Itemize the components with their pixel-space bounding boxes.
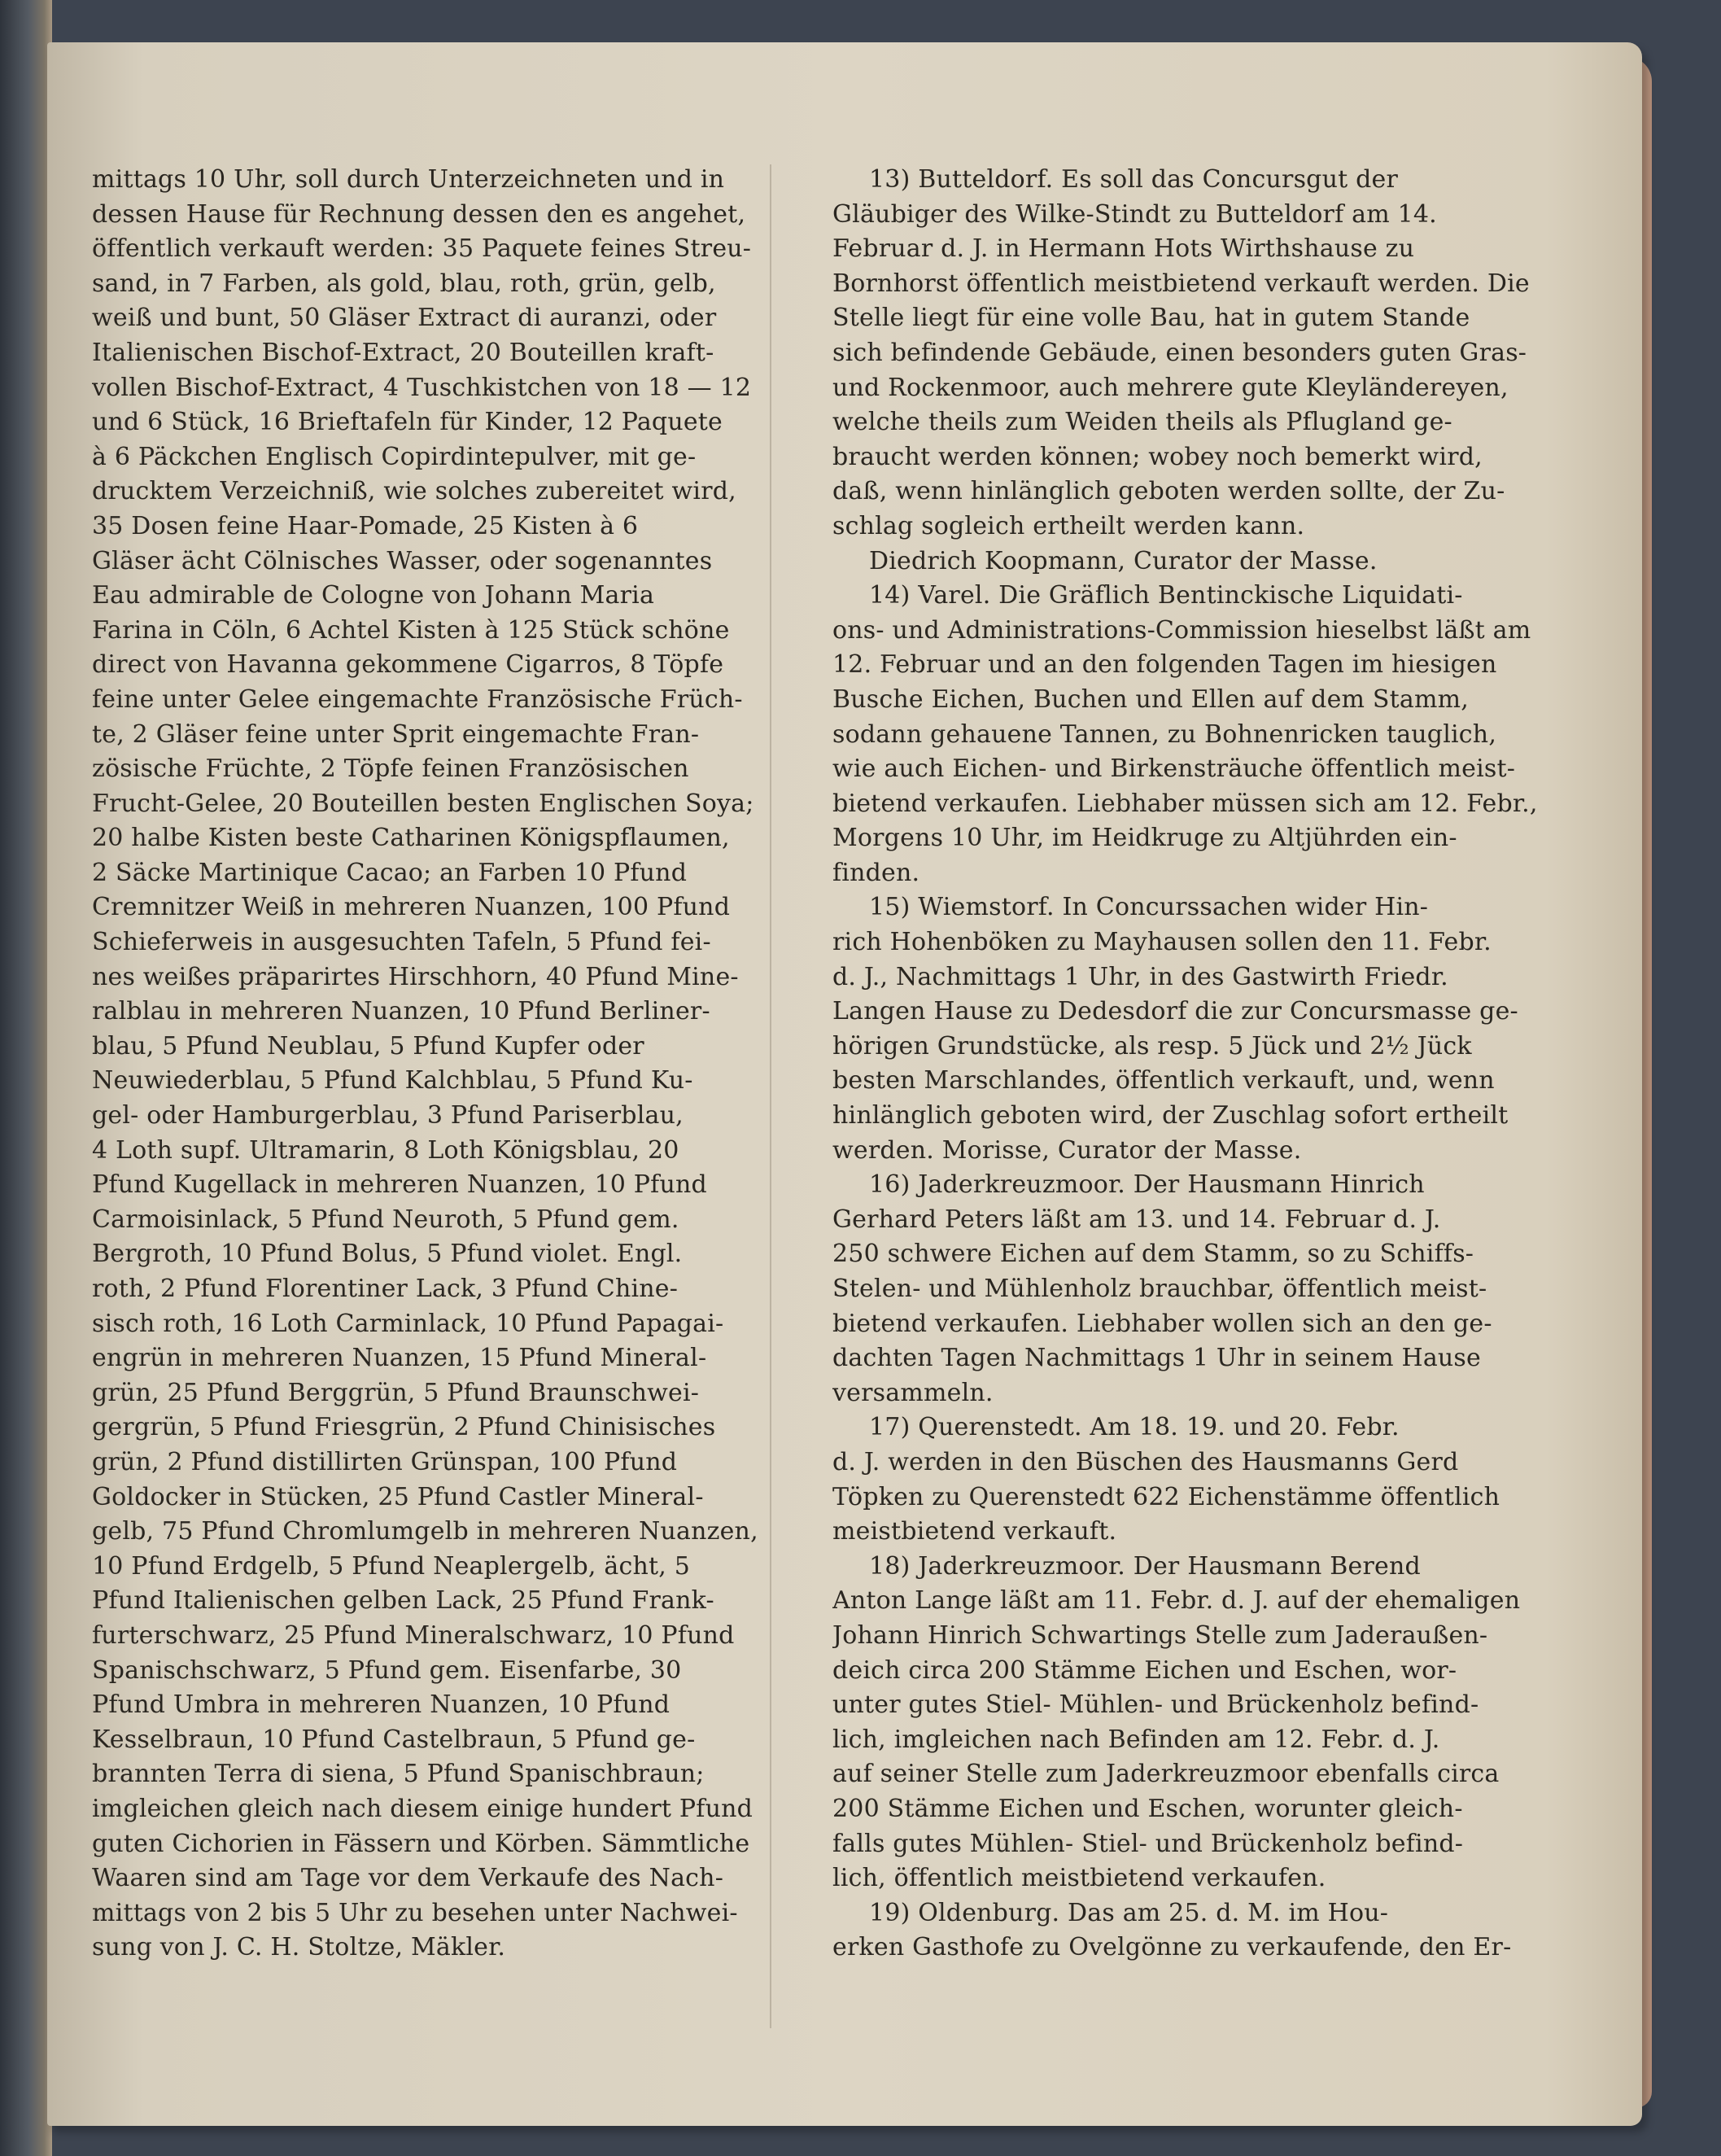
text-line: gergrün, 5 Pfund Friesgrün, 2 Pfund Chinisisches: [92, 1413, 716, 1442]
text-line: Gläser ächt Cölnisches Wasser, oder sogenanntes: [92, 546, 713, 575]
text-line: Gerhard Peters läßt am 13. und 14. Februar d. J.: [832, 1205, 1441, 1234]
text-line: lich, öffentlich meistbietend verkaufen.: [832, 1864, 1326, 1893]
text-line: hörigen Grundstücke, als resp. 5 Jück und 2½ Jück: [832, 1031, 1472, 1061]
text-line: versammeln.: [832, 1378, 994, 1407]
text-line: brannten Terra di siena, 5 Pfund Spanischbraun;: [92, 1760, 705, 1789]
text-line: grün, 2 Pfund distillirten Grünspan, 100 Pfund: [92, 1447, 678, 1476]
text-line: 250 schwere Eichen auf dem Stamm, so zu Schiffs-: [832, 1240, 1474, 1269]
text-line: falls gutes Mühlen- Stiel- und Brückenholz befind-: [832, 1829, 1464, 1858]
text-line: roth, 2 Pfund Florentiner Lack, 3 Pfund Chine-: [92, 1275, 679, 1303]
right-column: [832, 163, 1548, 1966]
text-line: bietend verkaufen. Liebhaber wollen sich an den ge-: [832, 1309, 1492, 1338]
text-line: 10 Pfund Erdgelb, 5 Pfund Neaplergelb, ächt, 5: [92, 1551, 690, 1581]
text-line: zösische Früchte, 2 Töpfe feinen Französischen: [92, 754, 689, 784]
text-line: vollen Bischof-Extract, 4 Tuschkistchen von 18 — 12: [92, 373, 752, 402]
text-line: lich, imgleichen nach Befinden am 12. Febr. d. J.: [832, 1725, 1440, 1754]
text-line: Eau admirable de Cologne von Johann Maria: [92, 581, 655, 610]
text-line: 20 halbe Kisten beste Catharinen Königspflaumen,: [92, 824, 730, 853]
text-line: Stelle liegt für eine volle Bau, hat in gutem Stande: [832, 304, 1470, 333]
text-line: Schieferweis in ausgesuchten Tafeln, 5 Pfund fei-: [92, 928, 711, 957]
text-line: mittags 10 Uhr, soll durch Unterzeichneten und in: [92, 165, 725, 194]
text-line: auf seiner Stelle zum Jaderkreuzmoor ebenfalls circa: [832, 1760, 1500, 1789]
text-line: deich circa 200 Stämme Eichen und Eschen, wor-: [832, 1655, 1457, 1685]
text-line: 35 Dosen feine Haar-Pomade, 25 Kisten à 6: [92, 511, 639, 540]
text-line: gel- oder Hamburgerblau, 3 Pfund Pariserblau,: [92, 1101, 684, 1130]
text-line: Johann Hinrich Schwartings Stelle zum Jaderaußen-: [832, 1620, 1488, 1650]
text-line: d. J. werden in den Büschen des Hausmanns Gerd: [832, 1447, 1459, 1476]
text-line: dachten Tagen Nachmittags 1 Uhr in seinem Hause: [832, 1344, 1481, 1373]
text-line: ralblau in mehreren Nuanzen, 10 Pfund Berliner-: [92, 997, 710, 1026]
text-line: braucht werden können; wobey noch bemerkt wird,: [832, 442, 1483, 471]
section-start-line: 15) Wiemstorf. In Concurssachen wider Hin-: [869, 893, 1429, 922]
text-line: Pfund Kugellack in mehreren Nuanzen, 10 Pfund: [92, 1170, 707, 1200]
section-start-line: 16) Jaderkreuzmoor. Der Hausmann Hinrich: [869, 1170, 1425, 1200]
text-line: sand, in 7 Farben, als gold, blau, roth, grün, gelb,: [92, 269, 716, 298]
text-line: grün, 25 Pfund Berggrün, 5 Pfund Braunschwei-: [92, 1378, 700, 1407]
text-line: sodann gehauene Tannen, zu Bohnenricken tauglich,: [832, 719, 1497, 749]
section-start-line: 13) Butteldorf. Es soll das Concursgut der: [869, 165, 1399, 194]
text-line: 2 Säcke Martinique Cacao; an Farben 10 Pfund: [92, 858, 688, 887]
text-line: Pfund Umbra in mehreren Nuanzen, 10 Pfund: [92, 1690, 670, 1720]
text-line: sisch roth, 16 Loth Carminlack, 10 Pfund Papagai-: [92, 1309, 724, 1338]
text-line: Busche Eichen, Buchen und Ellen auf dem Stamm,: [832, 684, 1470, 714]
text-line: nes weißes präparirtes Hirschhorn, 40 Pfund Mine-: [92, 962, 739, 991]
text-line: weiß und bunt, 50 Gläser Extract di auranzi, oder: [92, 304, 717, 333]
text-line: 4 Loth supf. Ultramarin, 8 Loth Königsblau, 20: [92, 1135, 679, 1165]
text-line: direct von Havanna gekommene Cigarros, 8 Töpfe: [92, 650, 724, 680]
text-line: und 6 Stück, 16 Brieftafeln für Kinder, 12 Paquete: [92, 408, 723, 437]
text-line: blau, 5 Pfund Neublau, 5 Pfund Kupfer oder: [92, 1031, 644, 1061]
text-line: engrün in mehreren Nuanzen, 15 Pfund Mineral-: [92, 1344, 707, 1373]
section-start-line: 18) Jaderkreuzmoor. Der Hausmann Berend: [869, 1551, 1421, 1581]
text-line: öffentlich verkauft werden: 35 Paquete feines Streu-: [92, 234, 752, 264]
text-line: Waaren sind am Tage vor dem Verkaufe des Nach-: [92, 1864, 724, 1893]
text-line: furterschwarz, 25 Pfund Mineralschwarz, 10 Pfund: [92, 1620, 735, 1650]
text-line: Spanischschwarz, 5 Pfund gem. Eisenfarbe, 30: [92, 1655, 682, 1685]
text-line: sung von J. C. H. Stoltze, Mäkler.: [92, 1933, 506, 1962]
section-start-line: Diedrich Koopmann, Curator der Masse.: [869, 546, 1378, 575]
section-start-line: 17) Querenstedt. Am 18. 19. und 20. Febr.: [869, 1413, 1400, 1442]
text-line: Stelen- und Mühlenholz brauchbar, öffentlich meist-: [832, 1275, 1487, 1303]
text-line: wie auch Eichen- und Birkensträuche öffentlich meist-: [832, 754, 1516, 784]
text-line: Bornhorst öffentlich meistbietend verkauft werden. Die: [832, 269, 1530, 298]
text-line: daß, wenn hinlänglich geboten werden sollte, der Zu-: [832, 477, 1505, 506]
text-line: schlag sogleich ertheilt werden kann.: [832, 511, 1305, 540]
text-line: Farina in Cöln, 6 Achtel Kisten à 125 Stück schöne: [92, 615, 730, 645]
text-line: Carmoisinlack, 5 Pfund Neuroth, 5 Pfund gem.: [92, 1205, 679, 1234]
text-line: à 6 Päckchen Englisch Copirdintepulver, mit ge-: [92, 442, 697, 471]
section-start-line: 14) Varel. Die Gräflich Bentinckische Liquidati-: [869, 581, 1463, 610]
text-line: und Rockenmoor, auch mehrere gute Kleyländereyen,: [832, 373, 1509, 402]
text-line: Bergroth, 10 Pfund Bolus, 5 Pfund violet. Engl.: [92, 1240, 683, 1269]
text-line: Februar d. J. in Hermann Hots Wirthshause zu: [832, 234, 1415, 264]
text-line: gelb, 75 Pfund Chromlumgelb in mehreren Nuanzen,: [92, 1517, 758, 1546]
section-start-line: 19) Oldenburg. Das am 25. d. M. im Hou-: [869, 1898, 1389, 1927]
text-line: Goldocker in Stücken, 25 Pfund Castler Mineral-: [92, 1482, 704, 1511]
text-line: Frucht-Gelee, 20 Bouteillen besten Englischen Soya;: [92, 789, 754, 818]
text-line: finden.: [832, 858, 920, 887]
text-line: 12. Februar und an den folgenden Tagen im hiesigen: [832, 650, 1497, 680]
text-line: Kesselbraun, 10 Pfund Castelbraun, 5 Pfund ge-: [92, 1725, 696, 1754]
book-spine-shadow: [0, 0, 52, 2156]
text-line: hinlänglich geboten wird, der Zuschlag sofort ertheilt: [832, 1101, 1509, 1130]
text-line: sich befindende Gebäude, einen besonders guten Gras-: [832, 338, 1527, 367]
text-line: meistbietend verkauft.: [832, 1517, 1117, 1546]
text-line: te, 2 Gläser feine unter Sprit eingemachte Fran-: [92, 719, 700, 749]
text-line: unter gutes Stiel- Mühlen- und Brückenholz befind-: [832, 1690, 1479, 1720]
text-line: feine unter Gelee eingemachte Französische Früch-: [92, 684, 743, 714]
text-line: Cremnitzer Weiß in mehreren Nuanzen, 100 Pfund: [92, 893, 731, 922]
text-line: Neuwiederblau, 5 Pfund Kalchblau, 5 Pfund Ku-: [92, 1066, 693, 1095]
text-line: 200 Stämme Eichen und Eschen, worunter gleich-: [832, 1794, 1463, 1823]
text-line: Gläubiger des Wilke-Stindt zu Butteldorf am 14.: [832, 199, 1437, 229]
text-line: bietend verkaufen. Liebhaber müssen sich am 12. Febr.,: [832, 789, 1538, 818]
text-line: Morgens 10 Uhr, im Heidkruge zu Altjührden ein-: [832, 824, 1457, 853]
text-line: mittags von 2 bis 5 Uhr zu besehen unter Nachwei-: [92, 1898, 738, 1927]
text-line: guten Cichorien in Fässern und Körben. Sämmtliche: [92, 1829, 750, 1858]
text-line: werden. Morisse, Curator der Masse.: [832, 1135, 1302, 1165]
text-line: Langen Hause zu Dedesdorf die zur Concursmasse ge-: [832, 997, 1518, 1026]
text-line: rich Hohenböken zu Mayhausen sollen den 11. Febr.: [832, 928, 1492, 957]
text-line: dessen Hause für Rechnung dessen den es angehet,: [92, 199, 746, 229]
text-line: Töpken zu Querenstedt 622 Eichenstämme öffentlich: [832, 1482, 1500, 1511]
text-line: Anton Lange läßt am 11. Febr. d. J. auf der ehemaligen: [832, 1586, 1521, 1616]
text-line: Pfund Italienischen gelben Lack, 25 Pfund Frank-: [92, 1586, 714, 1616]
document-page: [47, 42, 1642, 2126]
left-column: [92, 163, 808, 1966]
text-line: erken Gasthofe zu Ovelgönne zu verkaufende, den Er-: [832, 1933, 1512, 1962]
text-line: Italienischen Bischof-Extract, 20 Bouteillen kraft-: [92, 338, 714, 367]
text-line: d. J., Nachmittags 1 Uhr, in des Gastwirth Friedr.: [832, 962, 1448, 991]
text-line: drucktem Verzeichniß, wie solches zubereitet wird,: [92, 477, 736, 506]
text-line: besten Marschlandes, öffentlich verkauft, und, wenn: [832, 1066, 1495, 1095]
text-line: ons- und Administrations-Commission hieselbst läßt am: [832, 615, 1531, 645]
text-line: welche theils zum Weiden theils als Pflugland ge-: [832, 408, 1452, 437]
text-line: imgleichen gleich nach diesem einige hundert Pfund: [92, 1794, 753, 1823]
